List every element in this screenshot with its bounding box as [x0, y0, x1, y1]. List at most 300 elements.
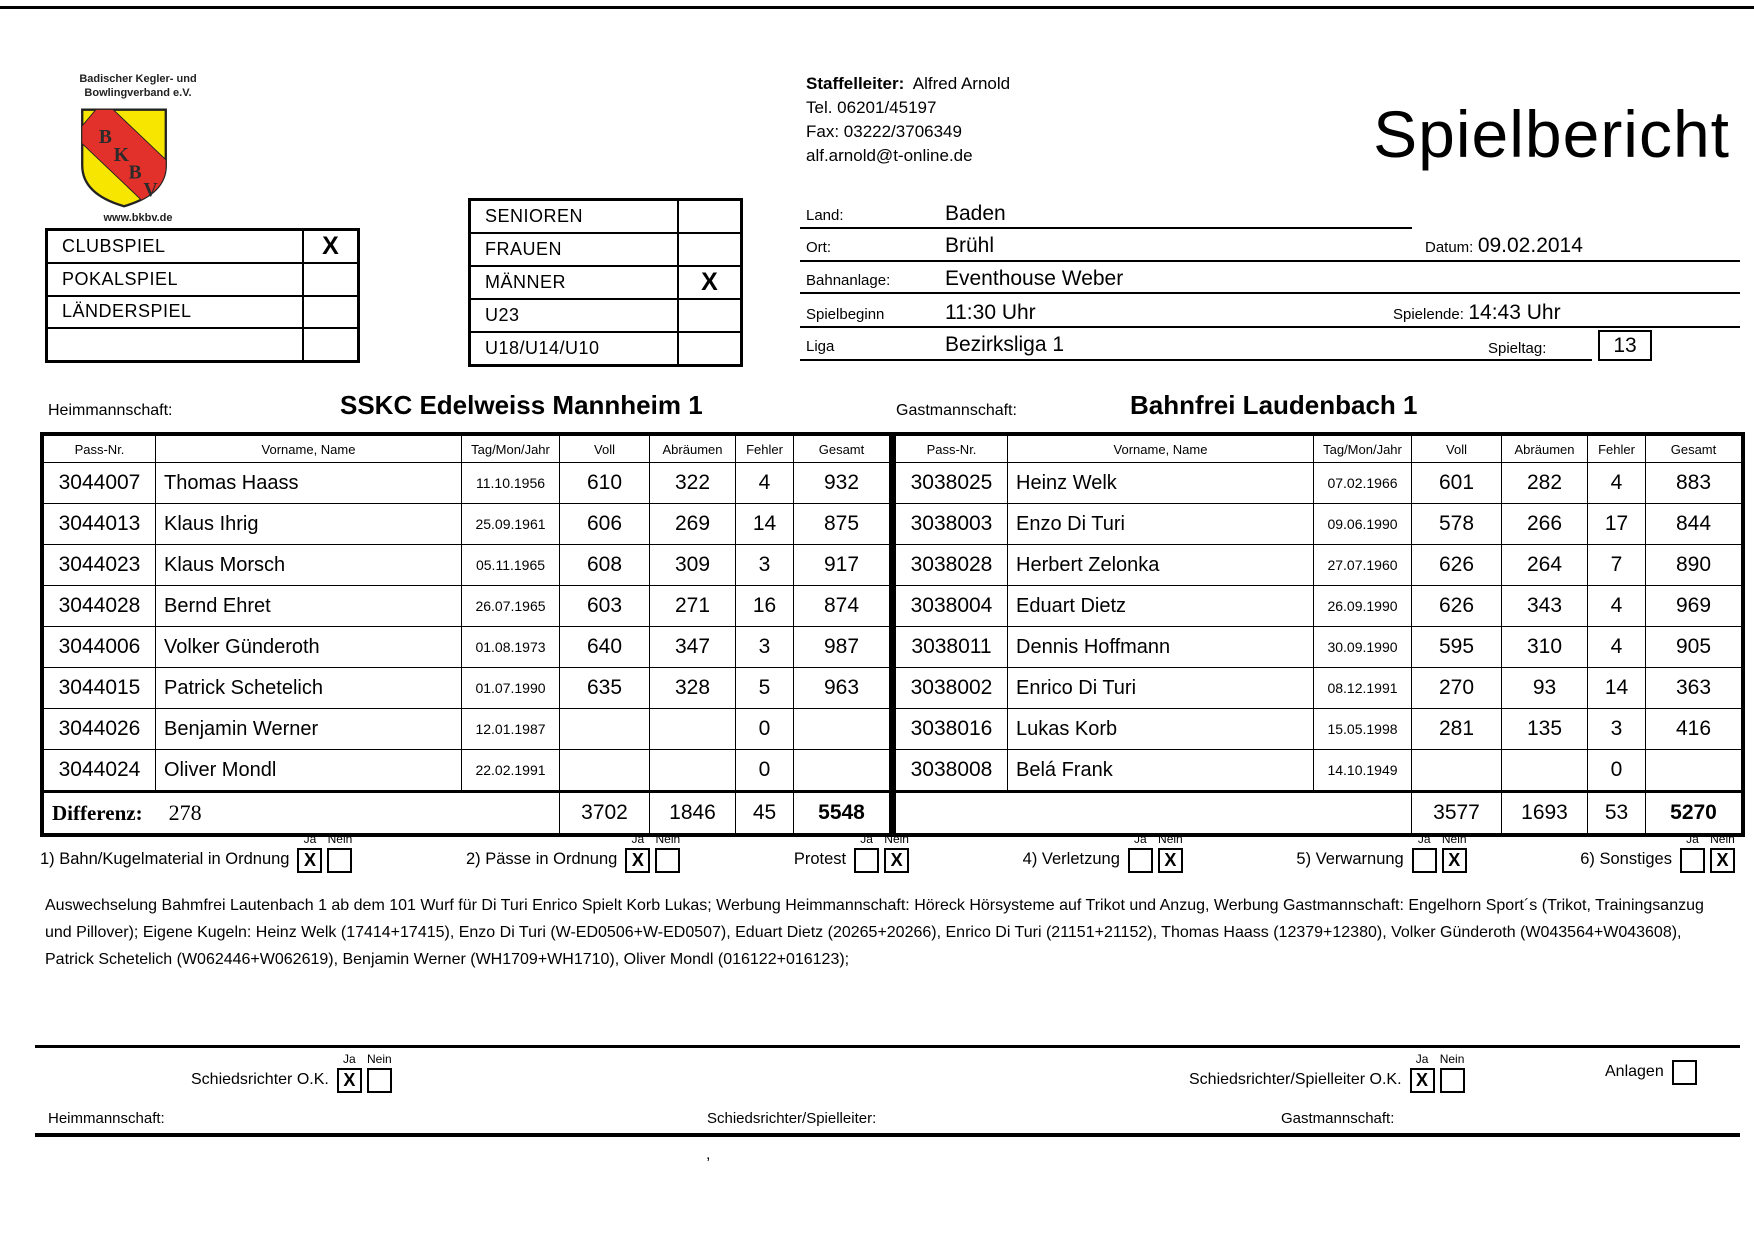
- cell-dob: 26.07.1965: [462, 586, 560, 627]
- score-header-row: [896, 436, 1742, 463]
- cell-abr: 271: [650, 586, 736, 627]
- score-header-cell: Pass-Nr.: [44, 436, 156, 463]
- referee-ok-label: Schiedsrichter O.K.: [191, 1071, 329, 1088]
- condition-ja-checkbox: [1128, 848, 1153, 873]
- referee-ok-ja-checkbox: X: [337, 1068, 362, 1093]
- score-header-cell: Fehler: [1588, 436, 1646, 463]
- home-player-row: [44, 463, 890, 504]
- land-value: Baden: [945, 202, 1006, 225]
- referee-ok-item: [191, 1052, 392, 1093]
- nein-label: Nein: [327, 832, 353, 846]
- score-header-cell: Tag/Mon/Jahr: [1314, 436, 1412, 463]
- cell-abr: 93: [1502, 668, 1588, 709]
- ja-nein-labels: [1128, 832, 1183, 846]
- score-header-row: [44, 436, 890, 463]
- land-label: Land:: [806, 207, 844, 224]
- score-header-cell: Gesamt: [1646, 436, 1742, 463]
- cell-pass: 3038004: [896, 586, 1008, 627]
- referee2-ok-nein-checkbox: [1440, 1068, 1465, 1093]
- cell-gesamt: 416: [1646, 709, 1742, 750]
- cell-voll: 595: [1412, 627, 1502, 668]
- spielbeginn-value: 11:30 Uhr: [945, 301, 1036, 324]
- cell-name: Klaus Ihrig: [156, 504, 462, 545]
- category-option-row: [471, 298, 740, 331]
- ja-label: Ja: [1686, 832, 1699, 846]
- cell-gesamt: 844: [1646, 504, 1742, 545]
- guest-player-row: [896, 750, 1742, 792]
- score-header-cell: Fehler: [736, 436, 794, 463]
- footer-top-rule: [35, 1045, 1740, 1048]
- cell-abr: 343: [1502, 586, 1588, 627]
- ja-nein-labels: [337, 1052, 392, 1066]
- cell-voll: 610: [560, 463, 650, 504]
- datum-pair: [1425, 234, 1583, 258]
- cell-dob: 07.02.1966: [1314, 463, 1412, 504]
- score-header-cell: Voll: [560, 436, 650, 463]
- cell-abr: 264: [1502, 545, 1588, 586]
- ja-label: Ja: [1134, 832, 1147, 846]
- cell-dob: 26.09.1990: [1314, 586, 1412, 627]
- cell-abr: [1502, 750, 1588, 792]
- cell-fehler: 4: [1588, 627, 1646, 668]
- home-signature-label: Heimmannschaft:: [48, 1110, 165, 1127]
- cell-name: Oliver Mondl: [156, 750, 462, 792]
- cell-fehler: 4: [1588, 463, 1646, 504]
- home-player-row: [44, 504, 890, 545]
- cell-abr: 347: [650, 627, 736, 668]
- condition-nein-checkbox: X: [1710, 848, 1735, 873]
- category-option-row: [471, 331, 740, 364]
- ja-label: Ja: [1417, 832, 1431, 846]
- cell-voll: 626: [1412, 586, 1502, 627]
- cell-fehler: 5: [736, 668, 794, 709]
- logo-url: www.bkbv.de: [103, 212, 173, 224]
- cell-fehler: 3: [1588, 709, 1646, 750]
- nein-label: Nein: [655, 832, 681, 846]
- home-total-fehler: 45: [736, 792, 794, 834]
- cell-voll: 626: [1412, 545, 1502, 586]
- guest-player-row: [896, 586, 1742, 627]
- condition-ja-checkbox: X: [625, 848, 650, 873]
- cell-fehler: 4: [736, 463, 794, 504]
- cell-voll: 640: [560, 627, 650, 668]
- liga-value: Bezirksliga 1: [945, 333, 1065, 356]
- condition-ja-checkbox: X: [297, 848, 322, 873]
- cell-fehler: 0: [1588, 750, 1646, 792]
- guest-total-gesamt: 5270: [1646, 792, 1742, 834]
- category-option-row: [471, 265, 740, 298]
- land-underline: [800, 227, 1412, 229]
- ja-nein-labels: [1410, 1052, 1465, 1066]
- cell-pass: 3044023: [44, 545, 156, 586]
- home-total-gesamt: 5548: [794, 792, 890, 834]
- logo-org-line2: Bowlingverband e.V.: [84, 87, 192, 99]
- nein-label: Nein: [366, 1052, 392, 1066]
- guest-table-body: [896, 463, 1742, 792]
- cell-abr: 310: [1502, 627, 1588, 668]
- page-title: Spielbericht: [1373, 97, 1730, 171]
- cell-gesamt: 987: [794, 627, 890, 668]
- spielbeginn-underline: [800, 326, 1740, 328]
- cell-pass: 3038028: [896, 545, 1008, 586]
- match_type-option-checkbox: X: [302, 231, 357, 262]
- remarks-text: Auswechselung Bahmfrei Lautenbach 1 ab dem 101 Wurf für Di Turi Enrico Spielt Korb Lukas; Werbung Heimmannschaft: Höreck Hörsysteme auf Trikot und Anzug, Werbung Gastmannschaft: Engelhorn Sport´s (Trikot, Trainingsanzug und Pillover); Eigene Kugeln: Heinz Welk (17414+17415), Enzo Di Turi (W-ED0506+W-ED0507), Eduart Dietz (20265+20266), Enrico Di Turi (21151+21152), Thomas Haass (12379+12380), Volker Günderoth (W043564+W043608), Patrick Schetelich (W062446+W062619), Benjamin Werner (WH1709+WH1710), Oliver Mondl (016122+016123);: [45, 897, 1704, 968]
- cell-pass: 3044015: [44, 668, 156, 709]
- cell-pass: 3044024: [44, 750, 156, 792]
- guest-total-abraeumen: 1693: [1502, 792, 1588, 834]
- nein-label: Nein: [1158, 832, 1183, 846]
- cell-dob: 22.02.1991: [462, 750, 560, 792]
- staffelleiter-fax: Fax: 03222/3706349: [806, 122, 962, 141]
- cell-voll: [560, 750, 650, 792]
- cell-name: Belá Frank: [1008, 750, 1314, 792]
- score-header-cell: Gesamt: [794, 436, 890, 463]
- match_type-option-label: [48, 329, 302, 360]
- cell-name: Volker Günderoth: [156, 627, 462, 668]
- condition-nein-checkbox: X: [1158, 848, 1183, 873]
- home-player-row: [44, 545, 890, 586]
- condition-nein-checkbox: [655, 848, 680, 873]
- differenz-cell: [44, 792, 560, 834]
- home-player-row: [44, 668, 890, 709]
- guest-player-row: [896, 668, 1742, 709]
- cell-name: Lukas Korb: [1008, 709, 1314, 750]
- condition-label: 1) Bahn/Kugelmaterial in Ordnung: [40, 850, 290, 868]
- footer-bottom-rule: [35, 1133, 1740, 1137]
- cell-gesamt: 363: [1646, 668, 1742, 709]
- staffelleiter-label: Staffelleiter:: [806, 74, 905, 93]
- condition-nein-checkbox: X: [884, 848, 909, 873]
- guest-player-row: [896, 504, 1742, 545]
- condition-checkboxes: [854, 832, 909, 873]
- ort-value: Brühl: [945, 234, 995, 257]
- cell-name: Dennis Hoffmann: [1008, 627, 1314, 668]
- category-option-row: [471, 232, 740, 265]
- home-table-body: [44, 463, 890, 792]
- condition-checkboxes: [625, 832, 680, 873]
- referee2-ok-item: [1189, 1052, 1465, 1093]
- staffelleiter-email: alf.arnold@t-online.de: [806, 146, 973, 165]
- condition-ja-checkbox: [1412, 848, 1437, 873]
- cell-voll: 635: [560, 668, 650, 709]
- datum-label: Datum:: [1425, 239, 1474, 256]
- condition-label: 2) Pässe in Ordnung: [466, 850, 618, 868]
- cell-abr: 135: [1502, 709, 1588, 750]
- cell-pass: 3044026: [44, 709, 156, 750]
- match_type-option-row: [48, 262, 357, 295]
- home-team-name: SSKC Edelweiss Mannheim 1: [340, 390, 703, 420]
- cell-dob: 14.10.1949: [1314, 750, 1412, 792]
- cell-voll: 606: [560, 504, 650, 545]
- cell-dob: 08.12.1991: [1314, 668, 1412, 709]
- ja-nein-labels: [854, 832, 909, 846]
- ja-label: Ja: [303, 832, 317, 846]
- ja-label: Ja: [1415, 1052, 1429, 1066]
- cell-pass: 3038025: [896, 463, 1008, 504]
- home-player-row: [44, 627, 890, 668]
- referee-ok-checkboxes: [337, 1052, 392, 1093]
- bkbv-shield-logo: [70, 106, 178, 210]
- condition-item: [466, 832, 680, 873]
- datum-value: 09.02.2014: [1477, 234, 1583, 257]
- guest-totals-row: [896, 792, 1742, 834]
- nein-label: Nein: [1441, 832, 1467, 846]
- score-header-cell: Vorname, Name: [1008, 436, 1314, 463]
- logo-letter-b1: B: [98, 127, 112, 149]
- guest-player-row: [896, 463, 1742, 504]
- cell-voll: 603: [560, 586, 650, 627]
- logo-letter-v: V: [143, 180, 158, 202]
- cell-voll: 601: [1412, 463, 1502, 504]
- ja-nein-labels: [625, 832, 680, 846]
- cell-pass: 3044006: [44, 627, 156, 668]
- cell-voll: 608: [560, 545, 650, 586]
- guest-player-row: [896, 709, 1742, 750]
- category-option-checkbox: [677, 333, 740, 364]
- cell-abr: 269: [650, 504, 736, 545]
- score-header-cell: Tag/Mon/Jahr: [462, 436, 560, 463]
- cell-abr: 266: [1502, 504, 1588, 545]
- spieltag-label: Spieltag:: [1488, 340, 1547, 357]
- cell-pass: 3038011: [896, 627, 1008, 668]
- cell-abr: [650, 750, 736, 792]
- match_type-option-label: LÄNDERSPIEL: [62, 301, 192, 322]
- cell-fehler: 3: [736, 545, 794, 586]
- spieltag-box: 13: [1598, 330, 1652, 361]
- cell-fehler: 3: [736, 627, 794, 668]
- category-option-label: SENIOREN: [485, 206, 584, 226]
- cell-pass: 3038003: [896, 504, 1008, 545]
- nein-label: Nein: [1439, 1052, 1465, 1066]
- cell-pass: 3038016: [896, 709, 1008, 750]
- cell-voll: [1412, 750, 1502, 792]
- category-option-label: U18/U14/U10: [485, 338, 600, 358]
- cell-gesamt: 874: [794, 586, 890, 627]
- category-option-checkbox: [677, 234, 740, 265]
- match_type-option-label: CLUBSPIEL: [62, 235, 166, 256]
- cell-gesamt: 917: [794, 545, 890, 586]
- cell-gesamt: 875: [794, 504, 890, 545]
- ja-label: Ja: [860, 832, 873, 846]
- condition-checkboxes: [1128, 832, 1183, 873]
- condition-label: Protest: [793, 850, 847, 868]
- score-header-cell: Abräumen: [1502, 436, 1588, 463]
- cell-fehler: 0: [736, 750, 794, 792]
- ort-underline: [800, 260, 1740, 262]
- category-table: [468, 198, 743, 367]
- bahnanlage-underline: [800, 292, 1740, 294]
- referee2-ok-checkboxes: [1410, 1052, 1465, 1093]
- staffelleiter-name: Alfred Arnold: [912, 74, 1011, 93]
- bahnanlage-label: Bahnanlage:: [806, 272, 891, 289]
- cell-name: Thomas Haass: [156, 463, 462, 504]
- condition-label: 5) Verwarnung: [1296, 850, 1404, 868]
- cell-name: Benjamin Werner: [156, 709, 462, 750]
- cell-dob: 30.09.1990: [1314, 627, 1412, 668]
- cell-voll: [560, 709, 650, 750]
- score-header-cell: Voll: [1412, 436, 1502, 463]
- guest-total-fehler: 53: [1588, 792, 1646, 834]
- cell-fehler: 14: [736, 504, 794, 545]
- conditions-row: [40, 832, 1735, 873]
- home-total-voll: 3702: [560, 792, 650, 834]
- logo-letter-b2: B: [128, 162, 142, 184]
- ja-label: Ja: [631, 832, 645, 846]
- home-total-abraeumen: 1846: [650, 792, 736, 834]
- score-header-cell: Vorname, Name: [156, 436, 462, 463]
- stray-comma-mark: ,: [706, 1146, 711, 1163]
- score-header-cell: Abräumen: [650, 436, 736, 463]
- match_type-option-label: POKALSPIEL: [62, 268, 179, 289]
- spielende-value: 14:43 Uhr: [1468, 301, 1561, 324]
- cell-gesamt: 932: [794, 463, 890, 504]
- category-option-label: MÄNNER: [485, 272, 567, 292]
- logo-org-name: [48, 72, 228, 100]
- condition-item: [1296, 832, 1466, 873]
- condition-checkboxes: [297, 832, 352, 873]
- home-team-label: Heimmannschaft:: [48, 402, 173, 419]
- cell-fehler: 4: [1588, 586, 1646, 627]
- cell-pass: 3038002: [896, 668, 1008, 709]
- spielende-pair: [1393, 301, 1561, 325]
- category-option-label: U23: [485, 305, 520, 325]
- anlagen-label: Anlagen: [1605, 1063, 1664, 1080]
- referee2-ok-label: Schiedsrichter/Spielleiter O.K.: [1189, 1071, 1402, 1088]
- cell-name: Eduart Dietz: [1008, 586, 1314, 627]
- home-table-header: [44, 436, 890, 463]
- guest-player-row: [896, 545, 1742, 586]
- cell-voll: 578: [1412, 504, 1502, 545]
- match_type-option-checkbox: [302, 297, 357, 328]
- cell-fehler: 16: [736, 586, 794, 627]
- cell-name: Klaus Morsch: [156, 545, 462, 586]
- condition-nein-checkbox: [327, 848, 352, 873]
- match_type-option-row: [48, 231, 357, 262]
- home-score-table: [43, 435, 890, 834]
- condition-checkboxes: [1680, 832, 1735, 873]
- top-rule: [0, 6, 1754, 9]
- cell-dob: 09.06.1990: [1314, 504, 1412, 545]
- guest-player-row: [896, 627, 1742, 668]
- cell-gesamt: 963: [794, 668, 890, 709]
- differenz-value: 278: [168, 800, 202, 825]
- staffelleiter-line: [806, 72, 1010, 96]
- referee-ok-nein-checkbox: [367, 1068, 392, 1093]
- cell-abr: [650, 709, 736, 750]
- spielende-label: Spielende:: [1393, 306, 1464, 323]
- cell-pass: 3038008: [896, 750, 1008, 792]
- cell-name: Patrick Schetelich: [156, 668, 462, 709]
- category-option-checkbox: [677, 300, 740, 331]
- cell-dob: 12.01.1987: [462, 709, 560, 750]
- staffelleiter-tel: Tel. 06201/45197: [806, 98, 937, 117]
- liga-underline: [800, 359, 1592, 361]
- differenz-label: Differenz:: [52, 801, 143, 825]
- referee2-ok-ja-checkbox: X: [1410, 1068, 1435, 1093]
- cell-fehler: 14: [1588, 668, 1646, 709]
- cell-abr: 282: [1502, 463, 1588, 504]
- cell-voll: 270: [1412, 668, 1502, 709]
- guest-score-table: [895, 435, 1742, 834]
- cell-abr: 322: [650, 463, 736, 504]
- cell-abr: 328: [650, 668, 736, 709]
- cell-dob: 15.05.1998: [1314, 709, 1412, 750]
- category-option-checkbox: X: [677, 267, 740, 298]
- logo-org-line1: Badischer Kegler- und: [79, 73, 197, 85]
- guest-table-header: [896, 436, 1742, 463]
- category-option-row: [471, 201, 740, 232]
- match_type-option-row: [48, 327, 357, 360]
- cell-fehler: 7: [1588, 545, 1646, 586]
- cell-name: Bernd Ehret: [156, 586, 462, 627]
- guest-signature-label: Gastmannschaft:: [1281, 1110, 1395, 1127]
- cell-voll: 281: [1412, 709, 1502, 750]
- cell-gesamt: [794, 750, 890, 792]
- cell-pass: 3044013: [44, 504, 156, 545]
- condition-item: [1023, 832, 1183, 873]
- category-option-checkbox: [677, 201, 740, 232]
- ort-label: Ort:: [806, 239, 831, 256]
- home-totals-row: [44, 792, 890, 834]
- cell-name: Enzo Di Turi: [1008, 504, 1314, 545]
- nein-label: Nein: [1710, 832, 1735, 846]
- referee-signature-label: Schiedsrichter/Spielleiter:: [707, 1110, 877, 1127]
- cell-gesamt: [1646, 750, 1742, 792]
- ja-nein-labels: [1412, 832, 1467, 846]
- staffelleiter-block: [806, 72, 1010, 168]
- guest-totals-blank-cell: [896, 792, 1412, 834]
- home-player-row: [44, 709, 890, 750]
- match_type-option-checkbox: [302, 264, 357, 295]
- score-header-cell: Pass-Nr.: [896, 436, 1008, 463]
- match_type-option-checkbox: [302, 329, 357, 360]
- condition-nein-checkbox: X: [1442, 848, 1467, 873]
- cell-dob: 27.07.1960: [1314, 545, 1412, 586]
- nein-label: Nein: [884, 832, 909, 846]
- ja-label: Ja: [342, 1052, 356, 1066]
- category-option-label: FRAUEN: [485, 239, 563, 259]
- cell-gesamt: 969: [1646, 586, 1742, 627]
- cell-name: Heinz Welk: [1008, 463, 1314, 504]
- cell-dob: 25.09.1961: [462, 504, 560, 545]
- guest-team-label: Gastmannschaft:: [896, 402, 1017, 419]
- anlagen-item: [1605, 1060, 1697, 1085]
- cell-abr: 309: [650, 545, 736, 586]
- cell-gesamt: 883: [1646, 463, 1742, 504]
- cell-gesamt: 905: [1646, 627, 1742, 668]
- cell-fehler: 17: [1588, 504, 1646, 545]
- ja-nein-labels: [1680, 832, 1735, 846]
- guest-team-name: Bahnfrei Laudenbach 1: [1130, 390, 1418, 420]
- cell-pass: 3044028: [44, 586, 156, 627]
- guest-total-voll: 3577: [1412, 792, 1502, 834]
- cell-pass: 3044007: [44, 463, 156, 504]
- condition-ja-checkbox: [1680, 848, 1705, 873]
- cell-name: Enrico Di Turi: [1008, 668, 1314, 709]
- spielbeginn-label: Spielbeginn: [806, 306, 885, 323]
- cell-dob: 01.08.1973: [462, 627, 560, 668]
- condition-item: [794, 832, 909, 873]
- liga-label: Liga: [806, 338, 835, 355]
- condition-item: [40, 832, 352, 873]
- cell-dob: 11.10.1956: [462, 463, 560, 504]
- anlagen-checkbox: [1672, 1060, 1697, 1085]
- cell-fehler: 0: [736, 709, 794, 750]
- condition-checkboxes: [1412, 832, 1467, 873]
- home-player-row: [44, 586, 890, 627]
- cell-name: Herbert Zelonka: [1008, 545, 1314, 586]
- match_type-option-row: [48, 295, 357, 328]
